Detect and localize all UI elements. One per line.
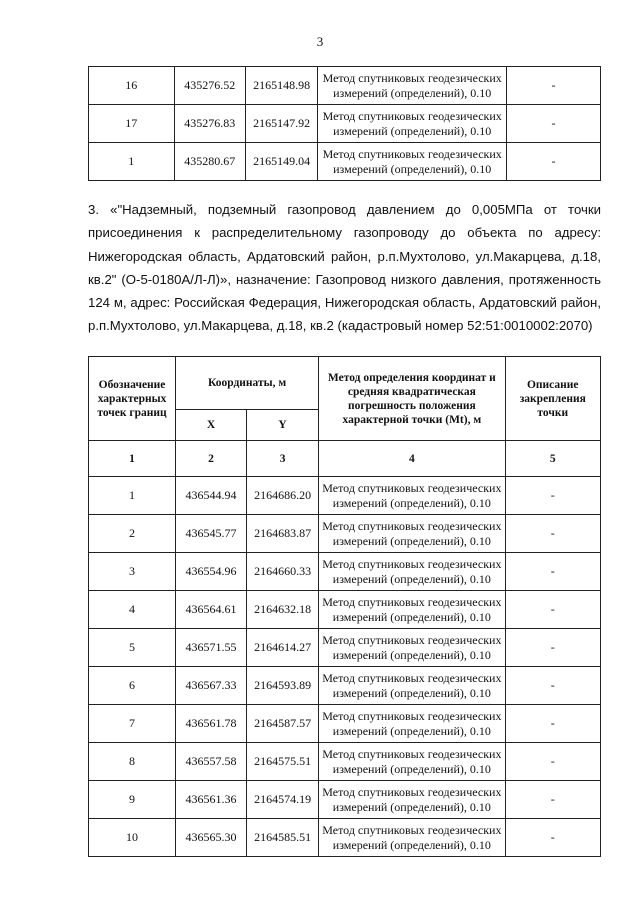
description-cell: - [505,553,600,591]
x-coordinate-cell: 436561.78 [176,705,247,743]
description-cell: - [505,743,600,781]
table-row [89,667,601,705]
header-method: Метод определения координат и средняя квадратическая погрешность положения характерной точки (Mt), м [319,357,505,441]
x-coordinate-cell: 436571.55 [176,629,247,667]
method-cell: Метод спутниковых геодезических измерений (определений), 0.10 [319,667,505,705]
method-cell: Метод спутниковых геодезических измерений (определений), 0.10 [318,105,507,143]
method-cell: Метод спутниковых геодезических измерений (определений), 0.10 [319,781,505,819]
description-cell: - [506,67,600,105]
y-coordinate-cell: 2164593.89 [246,667,318,705]
table-row [89,67,601,105]
point-cell: 8 [89,743,176,781]
x-coordinate-cell: 435276.52 [174,67,245,105]
y-coordinate-cell: 2164614.27 [246,629,318,667]
method-cell: Метод спутниковых геодезических измерений (определений), 0.10 [319,743,505,781]
y-coordinate-cell: 2164575.51 [246,743,318,781]
description-cell: - [505,591,600,629]
x-coordinate-cell: 436545.77 [176,515,247,553]
coordinates-table [88,356,601,857]
table-row [89,743,601,781]
point-cell: 4 [89,591,176,629]
table-row [89,591,601,629]
column-number: 2 [176,441,247,477]
table-row [89,553,601,591]
header-coordinates: Координаты, м [176,357,319,410]
method-cell: Метод спутниковых геодезических измерений (определений), 0.10 [319,591,505,629]
description-cell: - [505,781,600,819]
points-table-continuation [88,66,601,181]
header-description: Описание закрепления точки [505,357,600,441]
point-cell: 9 [89,781,176,819]
x-coordinate-cell: 435276.83 [174,105,245,143]
method-cell: Метод спутниковых геодезических измерений (определений), 0.10 [319,515,505,553]
x-coordinate-cell: 436565.30 [176,819,247,857]
column-number: 5 [505,441,600,477]
point-cell: 16 [89,67,175,105]
method-cell: Метод спутниковых геодезических измерений (определений), 0.10 [319,477,505,515]
description-cell: - [505,667,600,705]
y-coordinate-cell: 2164587.57 [246,705,318,743]
point-cell: 1 [89,477,176,515]
method-cell: Метод спутниковых геодезических измерений (определений), 0.10 [318,67,507,105]
table-row [89,819,601,857]
table-row [89,477,601,515]
table-row [89,705,601,743]
description-cell: - [505,819,600,857]
point-cell: 17 [89,105,175,143]
x-coordinate-cell: 436554.96 [176,553,247,591]
y-coordinate-cell: 2164585.51 [246,819,318,857]
x-coordinate-cell: 436564.61 [176,591,247,629]
description-cell: - [505,477,600,515]
method-cell: Метод спутниковых геодезических измерений (определений), 0.10 [319,629,505,667]
table-row [89,143,601,181]
table-body [89,477,601,857]
point-cell: 10 [89,819,176,857]
point-cell: 1 [89,143,175,181]
description-cell: - [505,629,600,667]
x-coordinate-cell: 436544.94 [176,477,247,515]
table-row [89,105,601,143]
point-cell: 6 [89,667,176,705]
y-coordinate-cell: 2164660.33 [246,553,318,591]
y-coordinate-cell: 2165149.04 [245,143,318,181]
description-cell: - [506,105,600,143]
table-header [89,357,601,477]
y-coordinate-cell: 2165148.98 [245,67,318,105]
method-cell: Метод спутниковых геодезических измерений (определений), 0.10 [318,143,507,181]
point-cell: 7 [89,705,176,743]
description-cell: - [505,515,600,553]
y-coordinate-cell: 2164632.18 [246,591,318,629]
x-coordinate-cell: 436557.58 [176,743,247,781]
point-cell: 3 [89,553,176,591]
header-x: X [176,410,247,441]
column-number: 1 [89,441,176,477]
x-coordinate-cell: 436561.36 [176,781,247,819]
method-cell: Метод спутниковых геодезических измерений (определений), 0.10 [319,553,505,591]
y-coordinate-cell: 2164686.20 [246,477,318,515]
table-row [89,629,601,667]
column-number: 4 [319,441,505,477]
point-cell: 5 [89,629,176,667]
y-coordinate-cell: 2164683.87 [246,515,318,553]
table-body [89,67,601,181]
header-y: Y [246,410,318,441]
page-number: 3 [316,34,324,49]
header-designation: Обозначение характерных точек границ [89,357,176,441]
table-row [89,781,601,819]
x-coordinate-cell: 435280.67 [174,143,245,181]
point-cell: 2 [89,515,176,553]
description-cell: - [505,705,600,743]
description-cell: - [506,143,600,181]
y-coordinate-cell: 2164574.19 [246,781,318,819]
method-cell: Метод спутниковых геодезических измерений (определений), 0.10 [319,819,505,857]
table-row [89,515,601,553]
column-number: 3 [246,441,318,477]
section-3-paragraph: 3. «"Надземный, подземный газопровод давлением до 0,005МПа от точки присоединения к распределительному газопроводу до объекта по адресу: Нижегородская область, Ардатовский район, р.п.Мухтолово, ул.Макарцева, д.18, кв.2" (О-5-0180А/Л-Л)», назначение: Газопровод низкого давления, протяженность 124 м, адрес: Российская Федерация, Нижегородская область, Ардатовский район, р.п.Мухтолово, ул.Макарцева, д.18, кв.2 (кадастровый номер 52:51:0010002:2070) [88,202,601,334]
y-coordinate-cell: 2165147.92 [245,105,318,143]
x-coordinate-cell: 436567.33 [176,667,247,705]
method-cell: Метод спутниковых геодезических измерений (определений), 0.10 [319,705,505,743]
